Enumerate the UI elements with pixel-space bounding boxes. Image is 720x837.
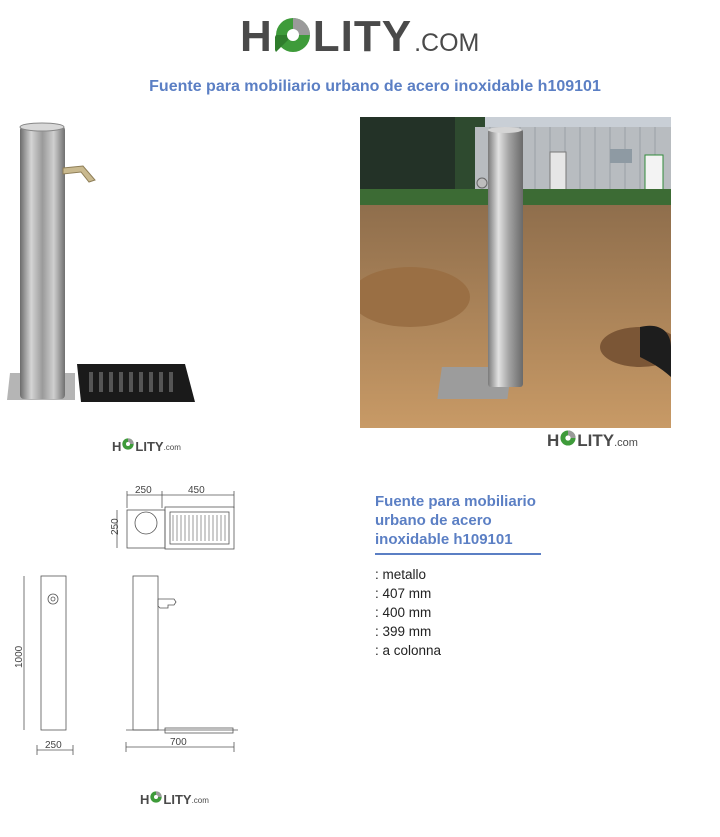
title-divider bbox=[375, 553, 541, 555]
logo-letter-h: H bbox=[112, 438, 122, 454]
logo-letter-h: H bbox=[240, 12, 273, 61]
installation-photo bbox=[360, 117, 671, 428]
dim-label-side-width: 700 bbox=[170, 737, 187, 748]
logo-suffix: .com bbox=[163, 443, 181, 452]
spec-type: : a colonna bbox=[375, 643, 442, 658]
dim-label-height: 1000 bbox=[14, 645, 25, 668]
dim-label-grate-width: 450 bbox=[188, 485, 205, 496]
logo-o-icon bbox=[122, 437, 134, 455]
logo-o-icon bbox=[150, 790, 162, 808]
spec-dimension-1: : 407 mm bbox=[375, 586, 432, 601]
page-title: Fuente para mobiliario urbano de acero inoxidable h109101 bbox=[149, 78, 601, 95]
spec-material: : metallo bbox=[375, 567, 427, 582]
holity-logo-photo[interactable] bbox=[547, 430, 638, 451]
logo-letters: LITY bbox=[312, 12, 413, 61]
product-image bbox=[5, 118, 205, 408]
spec-dimension-2: : 400 mm bbox=[375, 605, 432, 620]
dim-label-depth: 250 bbox=[110, 518, 121, 535]
holity-logo[interactable] bbox=[240, 12, 479, 62]
logo-suffix: .COM bbox=[414, 28, 480, 57]
holity-logo-small[interactable] bbox=[112, 437, 181, 455]
technical-drawing bbox=[10, 478, 250, 763]
spec-list bbox=[375, 565, 441, 660]
logo-o-icon bbox=[560, 430, 576, 451]
holity-logo-drawing[interactable] bbox=[140, 790, 209, 808]
logo-letters: LITY bbox=[163, 791, 192, 807]
dim-label-front-width: 250 bbox=[45, 740, 62, 751]
logo-o-icon bbox=[275, 17, 311, 58]
logo-suffix: .com bbox=[191, 796, 209, 805]
logo-letter-h: H bbox=[547, 430, 560, 450]
logo-letter-h: H bbox=[140, 791, 150, 807]
logo-letters: LITY bbox=[135, 438, 164, 454]
product-title: Fuente para mobiliario urbano de acero inoxidable h109101 bbox=[375, 493, 536, 548]
logo-letters: LITY bbox=[577, 430, 615, 450]
spec-dimension-3: : 399 mm bbox=[375, 624, 432, 639]
logo-suffix: .com bbox=[614, 436, 638, 449]
dim-label-base-width: 250 bbox=[135, 485, 152, 496]
